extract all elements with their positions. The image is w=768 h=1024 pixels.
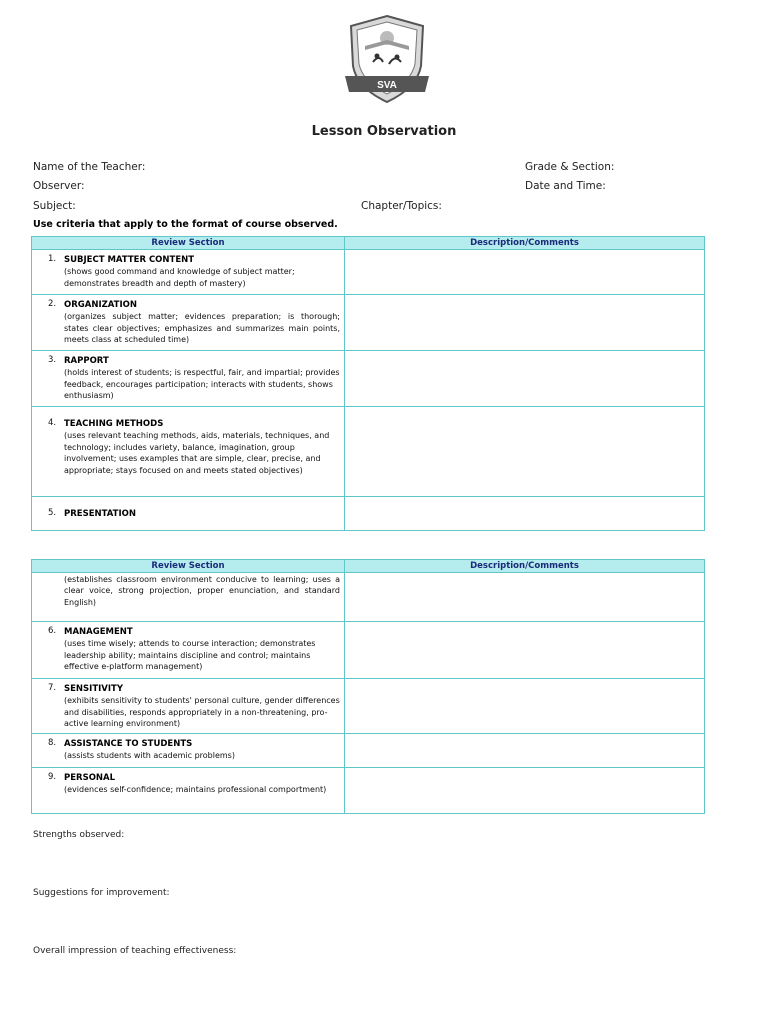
table-row: [32, 250, 705, 295]
table-row: [32, 679, 705, 734]
description-header: Description/Comments: [345, 237, 705, 250]
item-heading: SENSITIVITY: [64, 684, 123, 694]
item-number: 5.: [48, 508, 57, 518]
table-row: [32, 734, 705, 768]
strengths-label: Strengths observed:: [33, 830, 125, 840]
item-heading: SUBJECT MATTER CONTENT: [64, 255, 195, 265]
review-cell: [32, 407, 345, 497]
review-cell: [32, 573, 345, 622]
item-number: 4.: [48, 418, 57, 428]
item-number: 6.: [48, 626, 57, 636]
comments-cell[interactable]: [345, 407, 705, 497]
item-number: 7.: [48, 683, 57, 693]
item-heading: ASSISTANCE TO STUDENTS: [64, 739, 193, 749]
description-header: Description/Comments: [345, 560, 705, 573]
table-row: [32, 407, 705, 497]
subject-label: Subject:: [33, 200, 76, 212]
comments-cell[interactable]: [345, 250, 705, 295]
table-row: [32, 497, 705, 531]
item-description: (evidences self-confidence; maintains professional comportment): [64, 785, 327, 795]
comments-cell[interactable]: [345, 768, 705, 814]
item-description: (uses time wisely; attends to course interaction; demonstrates leadership ability; maintains discipline and control; maintains effective e-platform management): [64, 639, 316, 672]
item-description: (shows good command and knowledge of subject matter; demonstrates breadth and depth of mastery): [64, 267, 295, 288]
review-cell: [32, 250, 345, 295]
review-cell: [32, 622, 345, 679]
review-cell: [32, 734, 345, 768]
teacher-name-label: Name of the Teacher:: [33, 161, 146, 173]
item-heading: TEACHING METHODS: [64, 419, 164, 429]
item-description: (establishes classroom environment conducive to learning; uses a clear voice, strong projection, proper enunciation, and standard English): [64, 575, 340, 607]
item-number: 2.: [48, 299, 57, 309]
item-description: (organizes subject matter; evidences preparation; is thorough; states clear objectives; emphasizes and summarizes main points, meets class at scheduled time): [64, 312, 340, 345]
chapter-topics-label: Chapter/Topics:: [361, 200, 442, 212]
comments-cell[interactable]: [345, 622, 705, 679]
item-heading: PERSONAL: [64, 773, 116, 783]
page-title: Lesson Observation: [311, 124, 457, 139]
review-cell: [32, 768, 345, 814]
item-heading: MANAGEMENT: [64, 627, 133, 637]
observer-label: Observer:: [33, 180, 85, 192]
review-table-2: [31, 559, 705, 814]
criteria-note: Use criteria that apply to the format of course observed.: [33, 219, 338, 230]
review-cell: [32, 295, 345, 351]
overall-impression-label: Overall impression of teaching effectiveness:: [33, 946, 237, 956]
review-cell: [32, 497, 345, 531]
table-row: [32, 351, 705, 407]
item-description: (assists students with academic problems): [64, 751, 235, 761]
review-cell: [32, 679, 345, 734]
item-description: (uses relevant teaching methods, aids, materials, techniques, and technology; includes variety, balance, imagination, group involvement; uses examples that are simple, clear, precise, and appropriate; stays focused on and meets stated objectives): [64, 431, 330, 475]
item-heading: PRESENTATION: [64, 509, 136, 519]
comments-cell[interactable]: [345, 295, 705, 351]
item-number: 8.: [48, 738, 57, 748]
comments-cell[interactable]: [345, 351, 705, 407]
review-section-header: Review Section: [32, 560, 345, 573]
date-time-label: Date and Time:: [525, 180, 606, 192]
table-row: [32, 295, 705, 351]
item-description: (holds interest of students; is respectful, fair, and impartial; provides feedback, encourages participation; interacts with students, shows enthusiasm): [64, 368, 340, 401]
table-row: [32, 573, 705, 622]
suggestions-label: Suggestions for improvement:: [33, 888, 170, 898]
comments-cell[interactable]: [345, 573, 705, 622]
table-row: [32, 622, 705, 679]
comments-cell[interactable]: [345, 679, 705, 734]
table-row: [32, 768, 705, 814]
review-cell: [32, 351, 345, 407]
grade-section-label: Grade & Section:: [525, 161, 615, 173]
item-description: (exhibits sensitivity to students' personal culture, gender differences and disabilities, responds appropriately in a non-threatening, pro-active learning environment): [64, 696, 340, 729]
comments-cell[interactable]: [345, 497, 705, 531]
table-header-row: [32, 560, 705, 573]
item-heading: ORGANIZATION: [64, 300, 137, 310]
item-number: 3.: [48, 355, 57, 365]
review-table-1: [31, 236, 705, 531]
table-header-row: [32, 237, 705, 250]
school-crest-logo: [343, 14, 431, 106]
review-section-header: Review Section: [32, 237, 345, 250]
comments-cell[interactable]: [345, 734, 705, 768]
item-number: 1.: [48, 254, 57, 264]
item-number: 9.: [48, 772, 57, 782]
logo-text: SVA: [377, 80, 397, 91]
item-heading: RAPPORT: [64, 356, 109, 366]
